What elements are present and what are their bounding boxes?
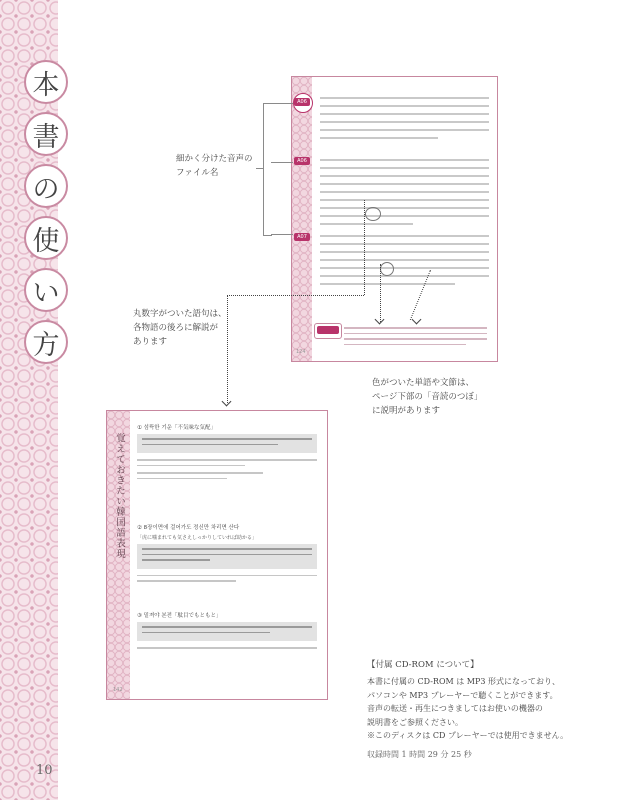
callout-connector bbox=[271, 162, 293, 163]
callout-connector bbox=[256, 168, 263, 169]
callout-colored-words: 色がついた単語や文節は、 ページ下部の「音読のつぼ」 に説明があります bbox=[372, 378, 483, 416]
expression-title: ③ 밑져야 본전「駄目でもともと」 bbox=[137, 613, 222, 619]
explanation-text bbox=[137, 647, 317, 649]
cd-rom-title: 【付属 CD-ROM について】 bbox=[367, 660, 479, 670]
expression-title: ① 섬뜩한 기운「不気味な気配」 bbox=[137, 425, 216, 431]
example-box bbox=[137, 544, 317, 569]
example-box bbox=[137, 434, 317, 453]
body-text-block bbox=[320, 159, 489, 231]
cd-rom-note bbox=[367, 658, 615, 760]
explanation-text bbox=[137, 459, 317, 479]
explanation-text bbox=[137, 575, 317, 582]
recording-time: 収録時間 1 時間 29 分 25 秒 bbox=[367, 749, 472, 759]
audio-track-tag: A07 bbox=[294, 233, 310, 241]
callout-connector bbox=[271, 103, 293, 104]
sample-page-number: 142 bbox=[113, 687, 123, 693]
expressions-heading: 覚えておきたい韓国語表現 bbox=[114, 433, 125, 559]
callout-connector bbox=[271, 234, 293, 235]
reading-tip-badge bbox=[314, 323, 342, 339]
dotted-leader bbox=[227, 295, 364, 296]
body-text-block bbox=[320, 235, 489, 291]
dotted-leader bbox=[380, 264, 381, 322]
sample-page-story bbox=[291, 76, 498, 362]
title-char: の bbox=[24, 164, 68, 208]
numbered-word-marker bbox=[380, 262, 394, 276]
cd-rom-body: 本書に付属の CD-ROM は MP3 形式になっており、 パソコンや MP3 プレーヤーで聴くことができます。 音声の転送・再生につきましてはお使いの機器の 説明書をご参照ください。 ※このディスクは CD プレーヤーでは使用できません。 bbox=[367, 677, 569, 740]
title-char: 書 bbox=[24, 112, 68, 156]
dotted-leader bbox=[364, 200, 365, 295]
page-number: 10 bbox=[36, 763, 53, 778]
audio-track-icon bbox=[293, 93, 313, 113]
sample-page-number: 124 bbox=[296, 349, 306, 355]
callout-numbered-words: 丸数字がついた語句は、 各物語の後ろに解説が あります bbox=[133, 309, 227, 347]
expression-entry bbox=[137, 523, 317, 586]
numbered-word-marker bbox=[365, 207, 381, 221]
arrow-down-icon bbox=[222, 397, 232, 407]
page-title bbox=[24, 60, 70, 372]
audio-track-tag: A06 bbox=[294, 98, 310, 106]
expression-entry bbox=[137, 423, 317, 483]
expression-title: ② 8장이면에 걸어가도 정신만 차리면 산다 bbox=[137, 525, 240, 531]
title-char: 方 bbox=[24, 320, 68, 364]
example-box bbox=[137, 622, 317, 641]
dotted-leader bbox=[227, 295, 228, 403]
title-char: 使 bbox=[24, 216, 68, 260]
body-text-block bbox=[320, 97, 489, 145]
sample-page-band bbox=[292, 77, 312, 361]
expression-entry bbox=[137, 611, 317, 653]
callout-audio-files: 細かく分けた音声の ファイル名 bbox=[176, 154, 253, 178]
callout-bracket bbox=[263, 103, 272, 236]
expression-translation: 「虎に噛まれても気さえしっかりしていれば助かる」 bbox=[137, 535, 258, 541]
title-char: い bbox=[24, 268, 68, 312]
audio-track-tag: A06 bbox=[294, 157, 310, 165]
sample-page-expressions bbox=[106, 410, 328, 700]
reading-tip-text bbox=[344, 327, 487, 349]
title-char: 本 bbox=[24, 60, 68, 104]
